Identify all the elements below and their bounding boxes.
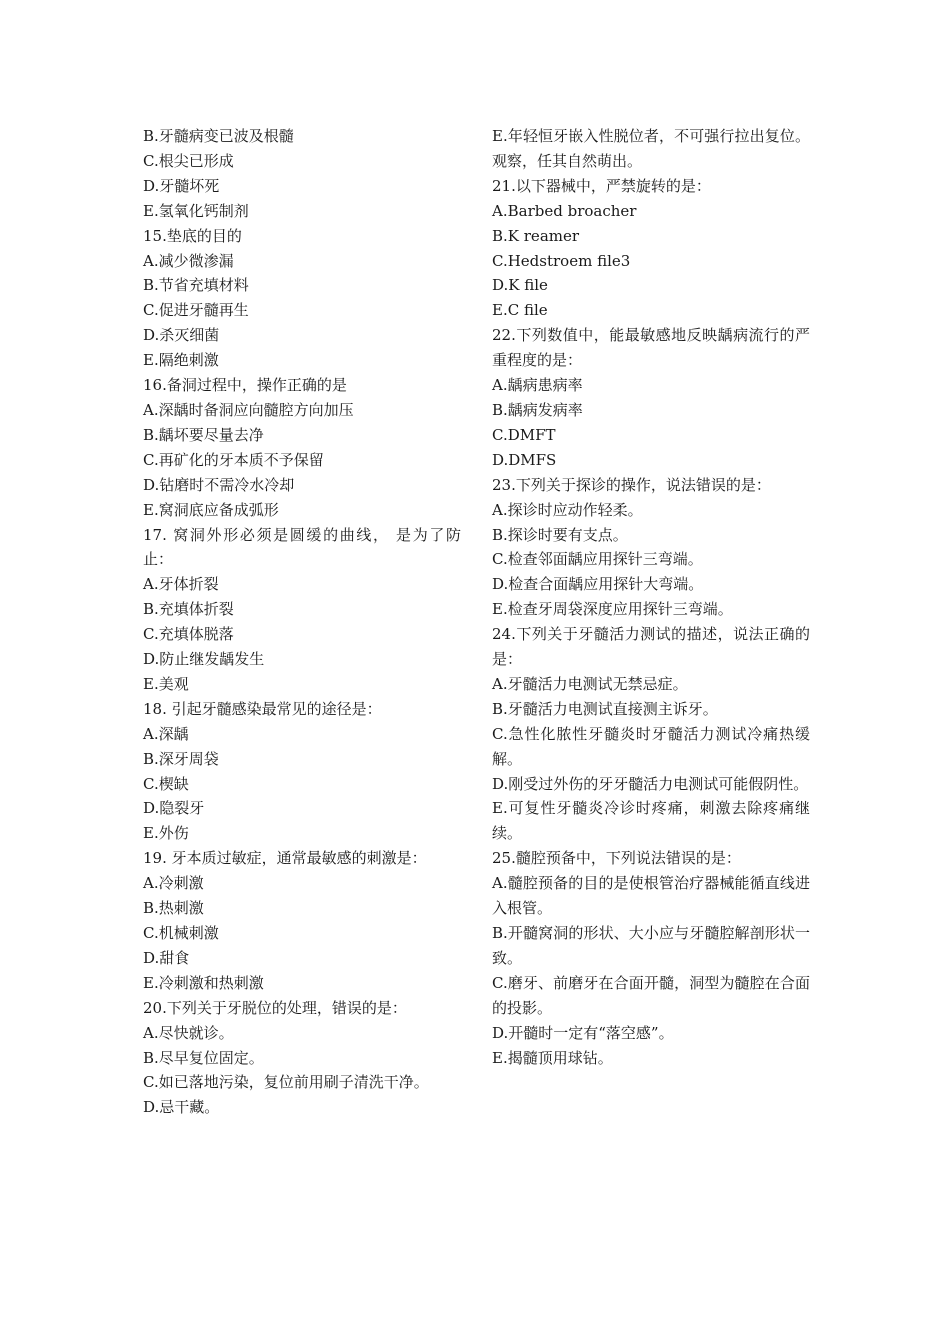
option-text: D.杀灭细菌 [143, 326, 220, 345]
option-text: E.检查牙周袋深度应用探针三弯端。 [492, 600, 733, 619]
option-text: D.开髓时一定有“落空感”。 [492, 1023, 674, 1042]
option-text: E.C file [492, 301, 548, 320]
option-text: B.牙髓活力电测试直接测主诉牙。 [492, 699, 718, 718]
option-text: C.DMFT [492, 425, 556, 444]
option-text: D.DMFS [492, 450, 557, 469]
option-text: E.揭髓顶用球钻。 [492, 1048, 613, 1067]
question-text: 15.垫底的目的 [143, 226, 242, 245]
option-text: B.K reamer [492, 226, 580, 245]
option-text: D.检查合面龋应用探针大弯端。 [492, 575, 704, 594]
question-text: 17. 窝洞外形必须是圆缓的曲线， 是为了防止： [143, 525, 461, 569]
question-text: 18. 引起牙髓感染最常见的途径是： [143, 699, 382, 718]
question-text: 23.下列关于探诊的操作，说法错误的是： [492, 475, 771, 494]
question-text: 24.下列关于牙髓活力测试的描述，说法正确的是： [492, 625, 810, 669]
option-text: E.窝洞底应备成弧形 [143, 500, 279, 519]
right-column [492, 124, 810, 1070]
option-text: C.Hedstroem file3 [492, 251, 631, 270]
text-line: E.氢氧化钙制剂 [143, 201, 249, 220]
text-line: B.牙髓病变已波及根髓 [143, 127, 294, 145]
option-text: D.隐裂牙 [143, 799, 205, 818]
option-text: D.K file [492, 276, 548, 295]
question-text: 16.备洞过程中，操作正确的是 [143, 376, 347, 395]
option-text: B.开髓窝洞的形状、大小应与牙髓腔解剖形状一致。 [492, 924, 810, 967]
question-text: 20.下列关于牙脱位的处理，错误的是： [143, 998, 407, 1017]
option-text: B.节省充填材料 [143, 276, 249, 295]
option-text: C.机械刺激 [143, 924, 219, 942]
option-text: B.热刺激 [143, 899, 204, 918]
option-text: A.尽快就诊。 [143, 1023, 234, 1042]
option-text: A.探诊时应动作轻柔。 [492, 500, 643, 519]
option-text: D.忌干藏。 [143, 1098, 220, 1117]
option-text: B.充填体折裂 [143, 600, 234, 619]
option-text: A.减少微渗漏 [143, 251, 234, 270]
option-text: A.髓腔预备的目的是使根管治疗器械能循直线进入根管。 [492, 874, 810, 918]
option-text: A.冷刺激 [143, 874, 204, 893]
question-text: 19. 牙本质过敏症，通常最敏感的刺激是： [143, 849, 427, 868]
option-text: C.再矿化的牙本质不予保留 [143, 450, 324, 469]
question-text: 22.下列数值中，能最敏感地反映龋病流行的严重程度的是： [492, 326, 810, 370]
option-text: E.外伤 [143, 824, 189, 843]
option-text: D.刚受过外伤的牙牙髓活力电测试可能假阴性。 [492, 774, 809, 793]
option-text: A.牙体折裂 [143, 575, 219, 594]
text-line: C.根尖已形成 [143, 151, 234, 170]
option-text: C.磨牙、前磨牙在合面开髓，洞型为髓腔在合面的投影。 [492, 973, 810, 1017]
option-text: A.牙髓活力电测试无禁忌症。 [492, 674, 688, 693]
option-text: A.Barbed broacher [492, 201, 637, 220]
option-text: B.龋病发病率 [492, 400, 583, 419]
option-text: C.促进牙髓再生 [143, 301, 249, 320]
option-text: E.年轻恒牙嵌入性脱位者，不可强行拉出复位。观察，任其自然萌出。 [492, 127, 810, 170]
text-line: D.牙髓坏死 [143, 176, 220, 195]
option-text: A.深龋 [143, 724, 189, 743]
option-text: B.龋坏要尽量去净 [143, 425, 264, 444]
option-text: D.钻磨时不需冷水冷却 [143, 475, 295, 494]
option-text: D.防止继发龋发生 [143, 650, 265, 669]
option-text: C.如已落地污染，复位前用刷子清洗干净。 [143, 1073, 429, 1092]
option-text: C.楔缺 [143, 774, 189, 793]
option-text: E.隔绝刺激 [143, 351, 219, 370]
option-text: B.尽早复位固定。 [143, 1048, 264, 1067]
option-text: D.甜食 [143, 948, 190, 967]
option-text: C.急性化脓性牙髓炎时牙髓活力测试冷痛热缓解。 [492, 724, 810, 768]
left-column [143, 124, 461, 1120]
option-text: A.龋病患病率 [492, 376, 583, 395]
option-text: B.深牙周袋 [143, 749, 219, 768]
option-text: E.可复性牙髓炎冷诊时疼痛，刺激去除疼痛继续。 [492, 799, 810, 843]
question-text: 25.髓腔预备中，下列说法错误的是： [492, 849, 741, 868]
question-text: 21.以下器械中，严禁旋转的是： [492, 176, 711, 195]
option-text: E.冷刺激和热刺激 [143, 973, 264, 992]
option-text: B.探诊时要有支点。 [492, 525, 628, 544]
option-text: C.充填体脱落 [143, 625, 234, 644]
option-text: C.检查邻面龋应用探针三弯端。 [492, 550, 703, 569]
option-text: E.美观 [143, 674, 189, 693]
option-text: A.深龋时备洞应向髓腔方向加压 [143, 400, 354, 419]
